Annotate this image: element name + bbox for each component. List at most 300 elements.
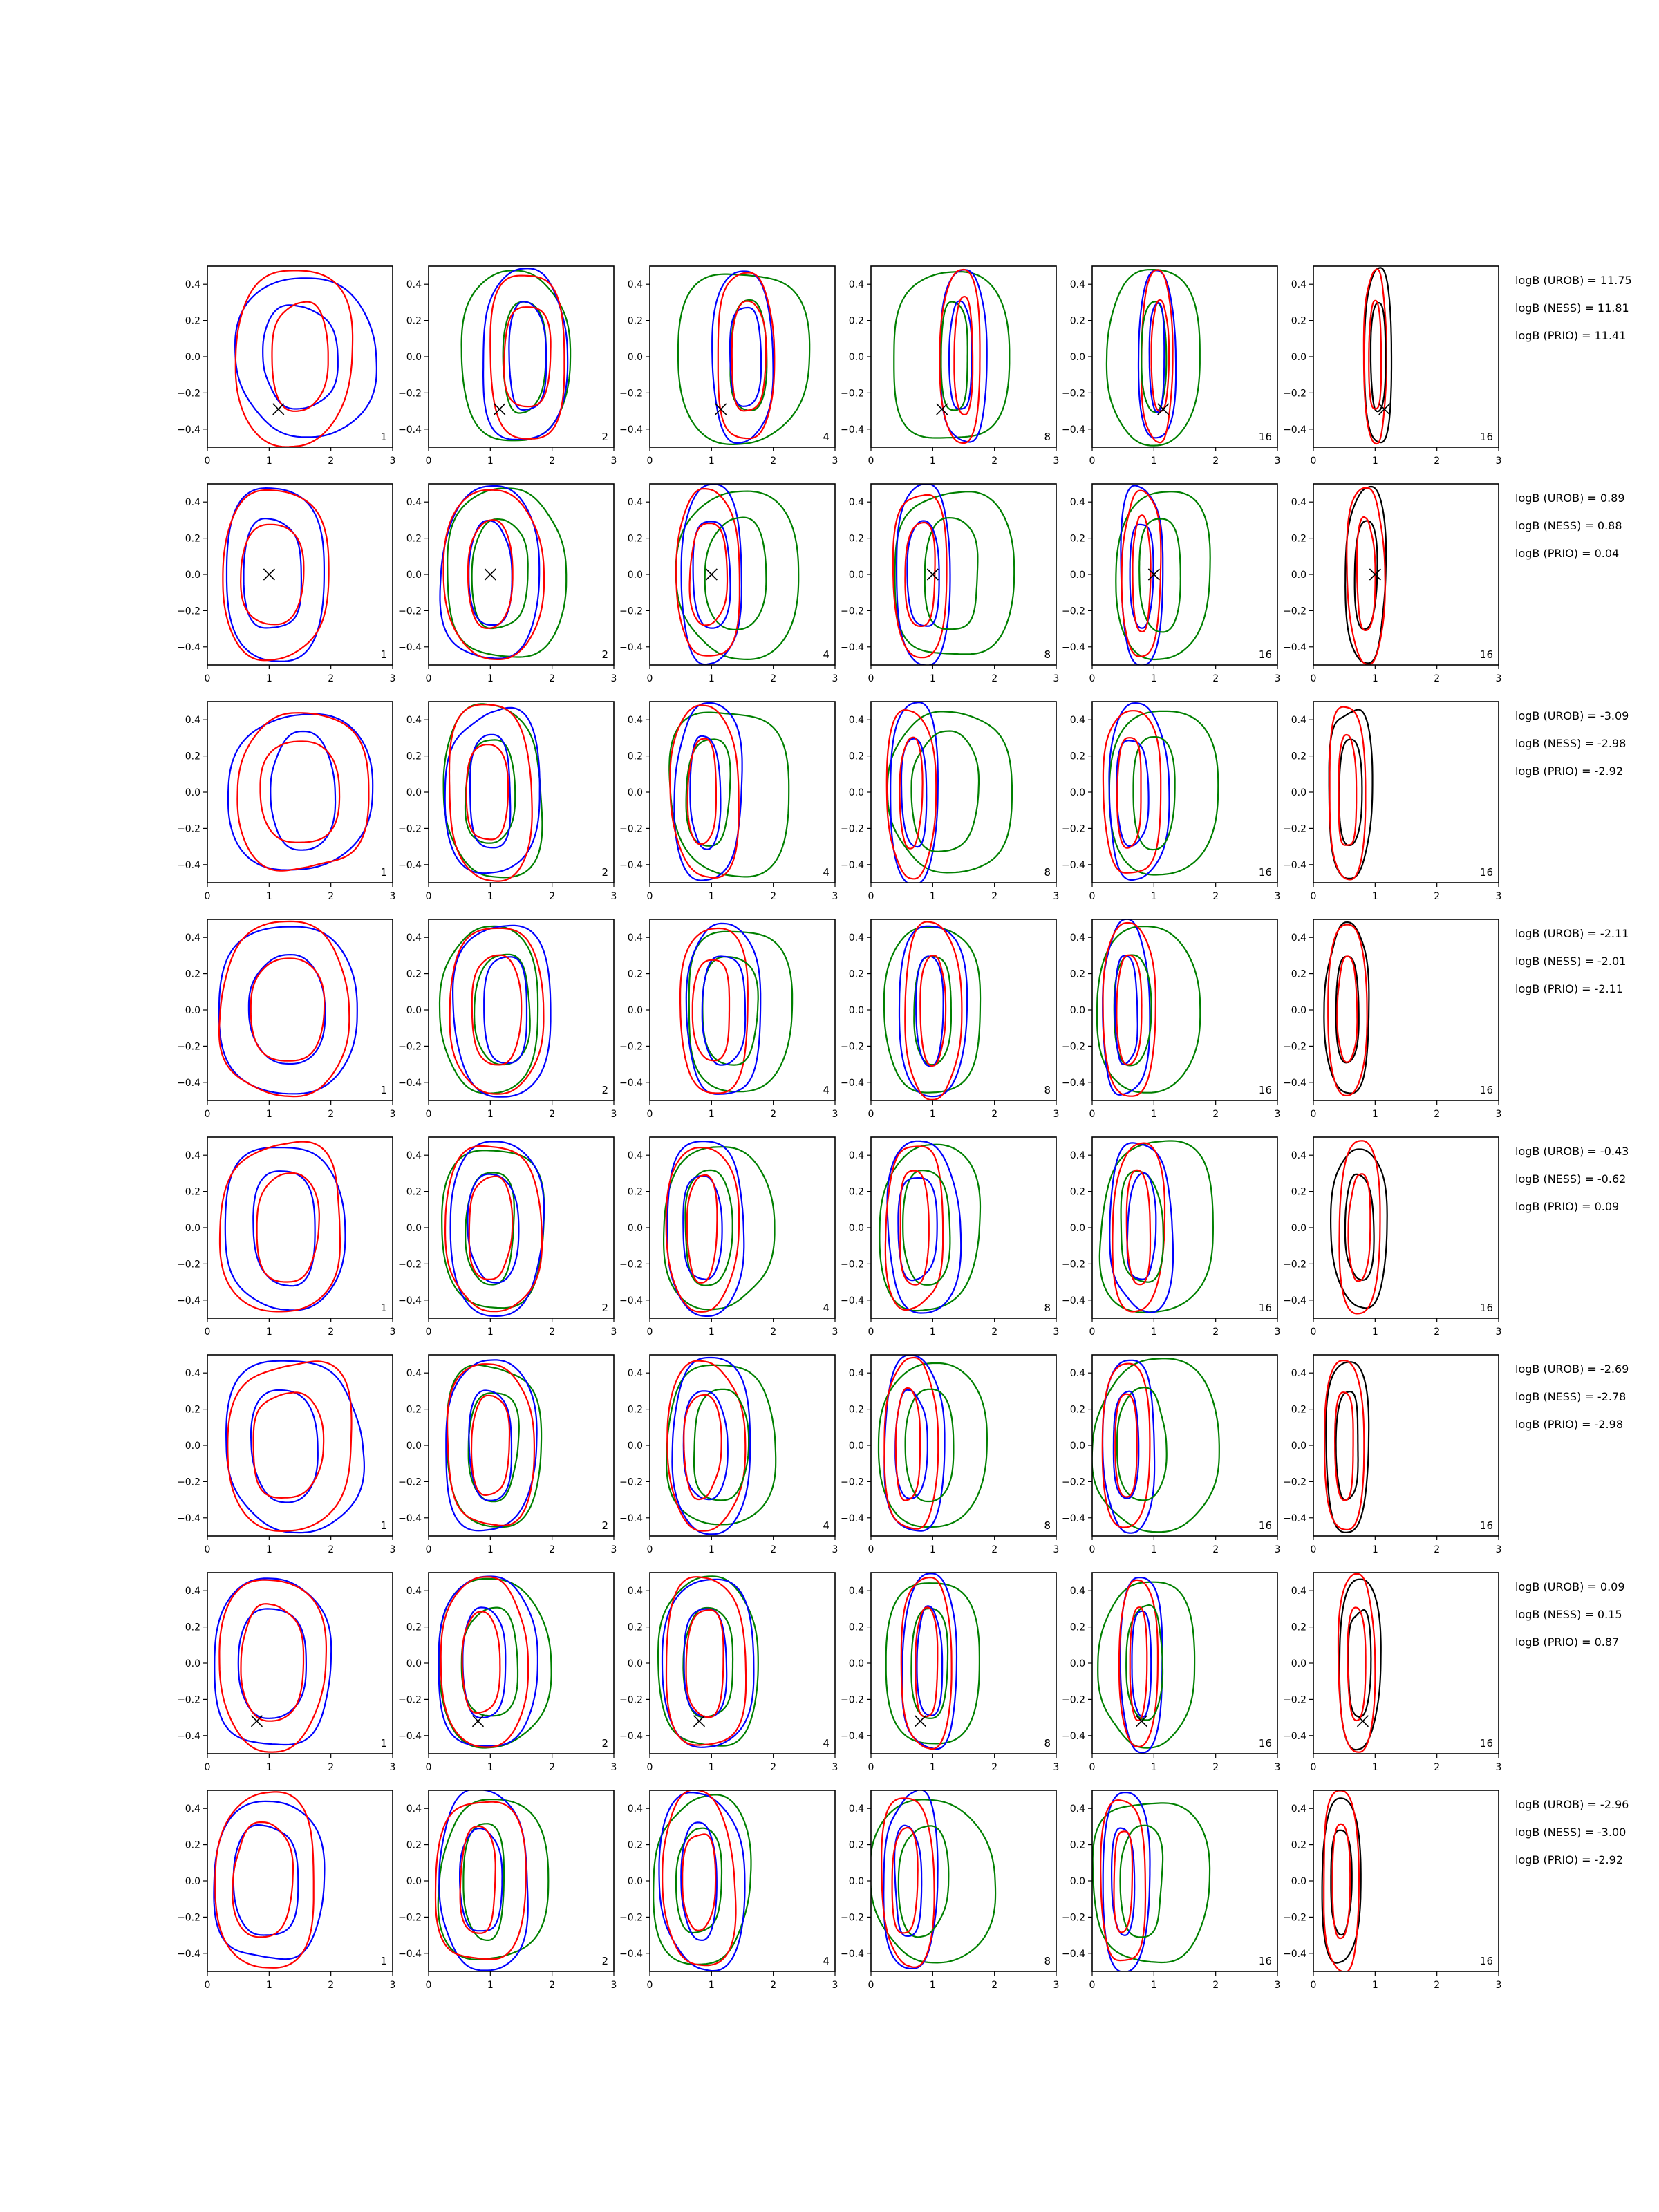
y-tick-label: −0.2 bbox=[619, 388, 643, 400]
y-tick-label: 0.4 bbox=[1069, 1368, 1085, 1380]
y-tick-label: −0.4 bbox=[177, 1077, 200, 1089]
y-tick-label: 0.4 bbox=[1291, 1803, 1306, 1815]
y-tick-label: −0.2 bbox=[398, 1477, 422, 1488]
axes-frame bbox=[1092, 1355, 1277, 1536]
y-tick-label: 0.2 bbox=[627, 1404, 643, 1416]
blue-contour bbox=[484, 957, 527, 1063]
panel-r1-c1 bbox=[177, 266, 395, 467]
y-tick-label: −0.2 bbox=[398, 1694, 422, 1706]
x-tick-label: 0 bbox=[646, 1762, 653, 1773]
y-tick-label: 0.0 bbox=[848, 570, 864, 581]
y-tick-label: 0.4 bbox=[1291, 279, 1306, 291]
green-contour bbox=[664, 1147, 774, 1309]
y-tick-label: 0.2 bbox=[848, 751, 864, 762]
axes-frame bbox=[871, 1355, 1056, 1536]
x-tick-label: 3 bbox=[832, 1762, 838, 1773]
panel-label: 2 bbox=[601, 866, 608, 879]
x-tick-label: 2 bbox=[549, 1327, 556, 1338]
y-tick-label: −0.4 bbox=[398, 1077, 422, 1089]
contour-group bbox=[223, 488, 328, 662]
y-tick-label: −0.4 bbox=[619, 1077, 643, 1089]
contour-group bbox=[669, 703, 789, 881]
y-tick-label: 0.4 bbox=[627, 1586, 643, 1597]
panel-label: 16 bbox=[1479, 431, 1493, 443]
x-tick-label: 2 bbox=[549, 891, 556, 902]
x-tick-label: 1 bbox=[1150, 891, 1157, 902]
x-tick-label: 2 bbox=[1434, 673, 1441, 684]
green-contour bbox=[1107, 270, 1200, 445]
panel-r1-c4 bbox=[841, 266, 1059, 467]
x-tick-label: 0 bbox=[1310, 1109, 1317, 1120]
y-tick-label: −0.2 bbox=[398, 823, 422, 835]
x-tick-label: 0 bbox=[1310, 1544, 1317, 1555]
panel-r3-c5 bbox=[1062, 702, 1280, 902]
y-tick-label: 0.0 bbox=[1069, 1658, 1085, 1669]
y-tick-label: 0.4 bbox=[1291, 497, 1306, 509]
x-tick-label: 0 bbox=[868, 1109, 874, 1120]
y-tick-label: 0.4 bbox=[627, 932, 643, 944]
y-tick-label: 0.4 bbox=[185, 715, 200, 727]
panel-r6-c2 bbox=[398, 1355, 617, 1555]
panel-label: 4 bbox=[823, 866, 830, 879]
panel-r4-c4 bbox=[841, 919, 1059, 1120]
true-value-marker bbox=[263, 569, 274, 580]
y-tick-label: −0.4 bbox=[619, 1512, 643, 1524]
red-contour bbox=[1357, 517, 1376, 630]
y-tick-label: −0.4 bbox=[1062, 424, 1085, 435]
x-tick-label: 0 bbox=[868, 891, 874, 902]
red-contour bbox=[688, 739, 716, 845]
y-tick-label: −0.2 bbox=[1283, 1694, 1306, 1706]
panel-r5-c1 bbox=[177, 1137, 395, 1338]
y-tick-label: 0.2 bbox=[627, 751, 643, 762]
x-tick-label: 3 bbox=[389, 891, 396, 902]
x-tick-label: 2 bbox=[991, 1762, 998, 1773]
y-tick-label: 0.4 bbox=[185, 1803, 200, 1815]
contour-group bbox=[1345, 487, 1386, 664]
x-tick-label: 3 bbox=[389, 1544, 396, 1555]
x-tick-label: 1 bbox=[1371, 1327, 1378, 1338]
blue-contour bbox=[470, 735, 510, 848]
blue-contour bbox=[1103, 1360, 1154, 1533]
x-tick-label: 3 bbox=[389, 1762, 396, 1773]
y-tick-label: 0.0 bbox=[406, 570, 422, 581]
y-tick-label: 0.2 bbox=[1069, 1622, 1085, 1633]
true-value-marker bbox=[1357, 1716, 1368, 1727]
y-tick-label: 0.4 bbox=[185, 497, 200, 509]
y-tick-label: 0.2 bbox=[1291, 315, 1306, 327]
x-tick-label: 2 bbox=[770, 673, 777, 684]
x-tick-label: 1 bbox=[265, 1544, 272, 1555]
x-tick-label: 0 bbox=[204, 891, 211, 902]
y-tick-label: 0.4 bbox=[1291, 932, 1306, 944]
panel-label: 8 bbox=[1044, 1302, 1051, 1314]
panel-r7-c3 bbox=[619, 1573, 838, 1773]
green-contour bbox=[912, 731, 980, 852]
panel-label: 2 bbox=[601, 1302, 608, 1314]
x-tick-label: 3 bbox=[832, 1327, 838, 1338]
x-tick-label: 0 bbox=[1310, 456, 1317, 467]
y-tick-label: −0.2 bbox=[1283, 388, 1306, 400]
panel-r7-c2 bbox=[398, 1573, 617, 1773]
y-tick-label: 0.0 bbox=[848, 1876, 864, 1887]
axes-frame bbox=[1313, 266, 1499, 447]
y-tick-label: 0.0 bbox=[406, 787, 422, 798]
x-tick-label: 2 bbox=[1212, 891, 1219, 902]
panel-label: 1 bbox=[380, 431, 387, 443]
y-tick-label: 0.2 bbox=[848, 315, 864, 327]
y-tick-label: 0.4 bbox=[1069, 932, 1085, 944]
x-tick-label: 3 bbox=[610, 673, 617, 684]
x-tick-label: 1 bbox=[1150, 673, 1157, 684]
panel-label: 16 bbox=[1258, 1302, 1272, 1314]
y-tick-label: −0.2 bbox=[398, 1259, 422, 1271]
panel-label: 16 bbox=[1258, 866, 1272, 879]
x-tick-label: 0 bbox=[1089, 1762, 1096, 1773]
logb-annotation: logB (UROB) = 0.09 bbox=[1515, 1580, 1625, 1593]
y-tick-label: 0.4 bbox=[406, 715, 422, 727]
y-tick-label: 0.2 bbox=[185, 1839, 200, 1851]
blue-contour bbox=[244, 518, 301, 628]
y-tick-label: −0.4 bbox=[1062, 1948, 1085, 1960]
x-tick-label: 1 bbox=[929, 1544, 936, 1555]
y-tick-label: 0.4 bbox=[848, 279, 864, 291]
panel-label: 2 bbox=[601, 1955, 608, 1967]
axes-frame bbox=[207, 1137, 393, 1318]
blue-contour bbox=[249, 955, 326, 1064]
green-contour bbox=[1098, 1582, 1194, 1748]
y-tick-label: 0.0 bbox=[627, 352, 643, 363]
red-contour bbox=[666, 1577, 746, 1745]
y-tick-label: −0.4 bbox=[398, 1730, 422, 1742]
x-tick-label: 2 bbox=[549, 1544, 556, 1555]
logb-annotation: logB (UROB) = 0.89 bbox=[1515, 491, 1625, 505]
y-tick-label: 0.2 bbox=[185, 315, 200, 327]
red-contour bbox=[1349, 1174, 1371, 1281]
contour-group bbox=[1097, 919, 1200, 1096]
y-tick-label: 0.0 bbox=[1291, 787, 1306, 798]
x-tick-label: 1 bbox=[929, 891, 936, 902]
red-contour bbox=[471, 1396, 509, 1495]
x-tick-label: 0 bbox=[646, 1544, 653, 1555]
contour-group bbox=[220, 1142, 346, 1312]
x-tick-label: 2 bbox=[1212, 1762, 1219, 1773]
x-tick-label: 1 bbox=[1371, 891, 1378, 902]
x-tick-label: 1 bbox=[929, 673, 936, 684]
y-tick-label: 0.4 bbox=[627, 279, 643, 291]
green-contour bbox=[886, 1583, 980, 1743]
y-tick-label: 0.2 bbox=[406, 1186, 422, 1198]
red-contour bbox=[1328, 925, 1367, 1096]
y-tick-label: 0.2 bbox=[1069, 751, 1085, 762]
panel-label: 16 bbox=[1258, 648, 1272, 661]
green-contour bbox=[440, 926, 538, 1094]
x-tick-label: 1 bbox=[1150, 1544, 1157, 1555]
x-tick-label: 1 bbox=[708, 673, 715, 684]
x-tick-label: 3 bbox=[1495, 1109, 1502, 1120]
logb-annotation: logB (NESS) = 0.88 bbox=[1515, 519, 1622, 532]
x-tick-label: 1 bbox=[929, 1980, 936, 1991]
y-tick-label: 0.0 bbox=[1069, 1223, 1085, 1234]
x-tick-label: 2 bbox=[991, 891, 998, 902]
x-tick-label: 1 bbox=[708, 1327, 715, 1338]
y-tick-label: 0.4 bbox=[848, 497, 864, 509]
contour-group bbox=[887, 702, 1012, 884]
contour-group bbox=[678, 272, 809, 444]
panel-r8-c1 bbox=[177, 1790, 395, 1991]
red-contour bbox=[220, 1142, 340, 1312]
blue-contour bbox=[1115, 956, 1138, 1065]
y-tick-label: 0.4 bbox=[185, 1586, 200, 1597]
y-tick-label: −0.4 bbox=[1283, 1512, 1306, 1524]
y-tick-label: 0.4 bbox=[406, 1803, 422, 1815]
x-tick-label: 2 bbox=[328, 673, 335, 684]
contour-group bbox=[226, 1361, 364, 1533]
y-tick-label: 0.4 bbox=[1069, 279, 1085, 291]
y-tick-label: 0.4 bbox=[1069, 497, 1085, 509]
y-tick-label: 0.2 bbox=[1291, 1404, 1306, 1416]
blue-contour bbox=[263, 305, 338, 409]
y-tick-label: −0.2 bbox=[619, 606, 643, 617]
y-tick-label: 0.2 bbox=[848, 533, 864, 545]
contour-group bbox=[666, 1358, 776, 1534]
x-tick-label: 0 bbox=[425, 456, 432, 467]
logb-annotation: logB (UROB) = -2.96 bbox=[1515, 1798, 1629, 1811]
black-contour bbox=[1336, 1391, 1358, 1500]
blue-contour bbox=[228, 714, 373, 870]
red-contour bbox=[1141, 270, 1172, 443]
blue-contour bbox=[902, 1573, 957, 1749]
panel-r2-c4 bbox=[841, 484, 1059, 684]
y-tick-label: 0.0 bbox=[406, 1658, 422, 1669]
panel-label: 4 bbox=[823, 1955, 830, 1967]
x-tick-label: 2 bbox=[1434, 1327, 1441, 1338]
green-contour bbox=[1121, 1826, 1163, 1938]
x-tick-label: 3 bbox=[610, 891, 617, 902]
x-tick-label: 2 bbox=[549, 1762, 556, 1773]
y-tick-label: 0.0 bbox=[406, 1441, 422, 1452]
x-tick-label: 0 bbox=[425, 1327, 432, 1338]
y-tick-label: 0.2 bbox=[1291, 533, 1306, 545]
y-tick-label: −0.4 bbox=[619, 641, 643, 653]
panel-label: 8 bbox=[1044, 866, 1051, 879]
y-tick-label: 0.0 bbox=[627, 1223, 643, 1234]
panel-label: 1 bbox=[380, 1955, 387, 1967]
red-contour bbox=[670, 705, 739, 877]
x-tick-label: 0 bbox=[204, 1109, 211, 1120]
red-contour bbox=[254, 1392, 324, 1497]
x-tick-label: 1 bbox=[265, 1980, 272, 1991]
green-contour bbox=[689, 932, 792, 1092]
y-tick-label: 0.0 bbox=[1069, 352, 1085, 363]
red-contour bbox=[662, 1790, 735, 1966]
y-tick-label: −0.2 bbox=[841, 388, 864, 400]
y-tick-label: −0.2 bbox=[619, 1912, 643, 1924]
red-contour bbox=[905, 523, 935, 626]
y-tick-label: 0.2 bbox=[406, 315, 422, 327]
y-tick-label: 0.4 bbox=[1069, 1150, 1085, 1162]
y-tick-label: −0.2 bbox=[1062, 606, 1085, 617]
y-tick-label: 0.2 bbox=[627, 968, 643, 980]
y-tick-label: 0.2 bbox=[185, 751, 200, 762]
y-tick-label: 0.0 bbox=[848, 1441, 864, 1452]
y-tick-label: 0.4 bbox=[1069, 715, 1085, 727]
y-tick-label: 0.0 bbox=[406, 1223, 422, 1234]
panel-r5-c2 bbox=[398, 1137, 617, 1338]
x-tick-label: 0 bbox=[1089, 673, 1096, 684]
y-tick-label: −0.4 bbox=[841, 641, 864, 653]
panel-r8-c3 bbox=[619, 1790, 838, 1991]
x-tick-label: 2 bbox=[328, 891, 335, 902]
y-tick-label: −0.2 bbox=[1062, 1694, 1085, 1706]
contour-group bbox=[1100, 1141, 1213, 1313]
x-tick-label: 2 bbox=[770, 456, 777, 467]
panel-r4-c1 bbox=[177, 919, 395, 1120]
y-tick-label: 0.0 bbox=[1291, 1658, 1306, 1669]
x-tick-label: 1 bbox=[1371, 1762, 1378, 1773]
blue-contour bbox=[462, 1607, 505, 1718]
blue-contour bbox=[439, 1577, 538, 1747]
y-tick-label: −0.2 bbox=[841, 606, 864, 617]
y-tick-label: −0.4 bbox=[841, 1512, 864, 1524]
x-tick-label: 3 bbox=[1495, 1762, 1502, 1773]
x-tick-label: 0 bbox=[868, 1544, 874, 1555]
y-tick-label: 0.0 bbox=[1291, 1441, 1306, 1452]
y-tick-label: 0.0 bbox=[1069, 787, 1085, 798]
y-tick-label: −0.2 bbox=[398, 388, 422, 400]
x-tick-label: 2 bbox=[549, 456, 556, 467]
x-tick-label: 3 bbox=[389, 456, 396, 467]
y-tick-label: −0.2 bbox=[1283, 1259, 1306, 1271]
panel-label: 16 bbox=[1479, 1084, 1493, 1096]
contour-group bbox=[444, 704, 543, 881]
y-tick-label: 0.4 bbox=[185, 1368, 200, 1380]
panel-label: 4 bbox=[823, 1302, 830, 1314]
panel-label: 1 bbox=[380, 1519, 387, 1532]
y-tick-label: −0.4 bbox=[1283, 1295, 1306, 1306]
y-tick-label: −0.2 bbox=[177, 1912, 200, 1924]
y-tick-label: −0.4 bbox=[1062, 641, 1085, 653]
y-tick-label: −0.2 bbox=[177, 1259, 200, 1271]
x-tick-label: 0 bbox=[204, 1980, 211, 1991]
y-tick-label: 0.0 bbox=[1069, 1005, 1085, 1016]
x-tick-label: 0 bbox=[1089, 1544, 1096, 1555]
x-tick-label: 2 bbox=[549, 1980, 556, 1991]
x-tick-label: 1 bbox=[487, 1327, 494, 1338]
black-contour bbox=[1349, 1610, 1371, 1716]
panel-label: 8 bbox=[1044, 1519, 1051, 1532]
y-tick-label: −0.4 bbox=[177, 424, 200, 435]
y-tick-label: −0.2 bbox=[177, 606, 200, 617]
x-tick-label: 3 bbox=[610, 1544, 617, 1555]
y-tick-label: 0.2 bbox=[1069, 968, 1085, 980]
y-tick-label: −0.2 bbox=[619, 1694, 643, 1706]
x-tick-label: 0 bbox=[646, 1109, 653, 1120]
y-tick-label: 0.4 bbox=[627, 497, 643, 509]
blue-contour bbox=[453, 926, 550, 1097]
x-tick-label: 2 bbox=[991, 1109, 998, 1120]
x-tick-label: 3 bbox=[1053, 673, 1060, 684]
axes-frame bbox=[429, 1790, 614, 1971]
contour-group bbox=[658, 1576, 758, 1747]
x-tick-label: 1 bbox=[265, 456, 272, 467]
x-tick-label: 1 bbox=[487, 673, 494, 684]
y-tick-label: 0.2 bbox=[1291, 1622, 1306, 1633]
y-tick-label: 0.0 bbox=[627, 1005, 643, 1016]
y-tick-label: 0.0 bbox=[406, 1876, 422, 1887]
black-contour bbox=[1339, 740, 1362, 845]
y-tick-label: −0.4 bbox=[841, 1948, 864, 1960]
logb-annotation: logB (NESS) = -3.00 bbox=[1515, 1826, 1627, 1839]
y-tick-label: −0.4 bbox=[177, 1512, 200, 1524]
panel-r8-c2 bbox=[398, 1789, 617, 1991]
axes-frame bbox=[207, 1355, 393, 1536]
y-tick-label: −0.2 bbox=[1283, 606, 1306, 617]
y-tick-label: −0.2 bbox=[177, 388, 200, 400]
x-tick-label: 1 bbox=[1371, 1980, 1378, 1991]
panel-r3-c3 bbox=[619, 702, 838, 902]
panel-r1-c2 bbox=[398, 266, 617, 467]
x-tick-label: 3 bbox=[1053, 1544, 1060, 1555]
y-tick-label: −0.4 bbox=[398, 1512, 422, 1524]
axes-frame bbox=[1092, 702, 1277, 883]
axes-frame bbox=[1092, 1137, 1277, 1318]
x-tick-label: 1 bbox=[1150, 1109, 1157, 1120]
blue-contour bbox=[1127, 1173, 1156, 1280]
x-tick-label: 3 bbox=[1495, 891, 1502, 902]
x-tick-label: 1 bbox=[487, 1762, 494, 1773]
contour-group bbox=[893, 484, 1014, 666]
x-tick-label: 2 bbox=[991, 1544, 998, 1555]
y-tick-label: −0.2 bbox=[1283, 1912, 1306, 1924]
y-tick-label: 0.2 bbox=[406, 1622, 422, 1633]
panel-r4-c6 bbox=[1283, 919, 1501, 1120]
x-tick-label: 0 bbox=[425, 1109, 432, 1120]
x-tick-label: 1 bbox=[487, 891, 494, 902]
x-tick-label: 3 bbox=[1053, 1762, 1060, 1773]
contour-group bbox=[664, 1141, 774, 1316]
green-contour bbox=[447, 488, 566, 657]
x-tick-label: 1 bbox=[487, 456, 494, 467]
contour-group bbox=[462, 268, 571, 440]
y-tick-label: −0.2 bbox=[1062, 1912, 1085, 1924]
logb-annotation: logB (NESS) = 0.15 bbox=[1515, 1608, 1622, 1621]
panel-r3-c2 bbox=[398, 702, 617, 902]
y-tick-label: 0.0 bbox=[848, 1005, 864, 1016]
y-tick-label: 0.4 bbox=[848, 1368, 864, 1380]
x-tick-label: 0 bbox=[1310, 673, 1317, 684]
blue-contour bbox=[446, 1360, 536, 1530]
y-tick-label: 0.2 bbox=[406, 751, 422, 762]
y-tick-label: 0.0 bbox=[848, 787, 864, 798]
y-tick-label: 0.4 bbox=[627, 1150, 643, 1162]
panel-r7-c4 bbox=[841, 1573, 1059, 1773]
panel-label: 4 bbox=[823, 431, 830, 443]
red-contour bbox=[939, 270, 980, 443]
x-tick-label: 0 bbox=[1089, 1109, 1096, 1120]
green-contour bbox=[438, 1799, 549, 1960]
y-tick-label: 0.0 bbox=[406, 352, 422, 363]
red-contour bbox=[472, 955, 521, 1065]
panel-label: 4 bbox=[823, 1737, 830, 1750]
y-tick-label: 0.2 bbox=[1291, 751, 1306, 762]
axes-frame bbox=[1313, 919, 1499, 1100]
panel-r7-c1 bbox=[177, 1573, 395, 1773]
x-tick-label: 2 bbox=[1212, 673, 1219, 684]
x-tick-label: 1 bbox=[708, 1544, 715, 1555]
y-tick-label: −0.2 bbox=[841, 1912, 864, 1924]
contour-group bbox=[680, 924, 792, 1094]
